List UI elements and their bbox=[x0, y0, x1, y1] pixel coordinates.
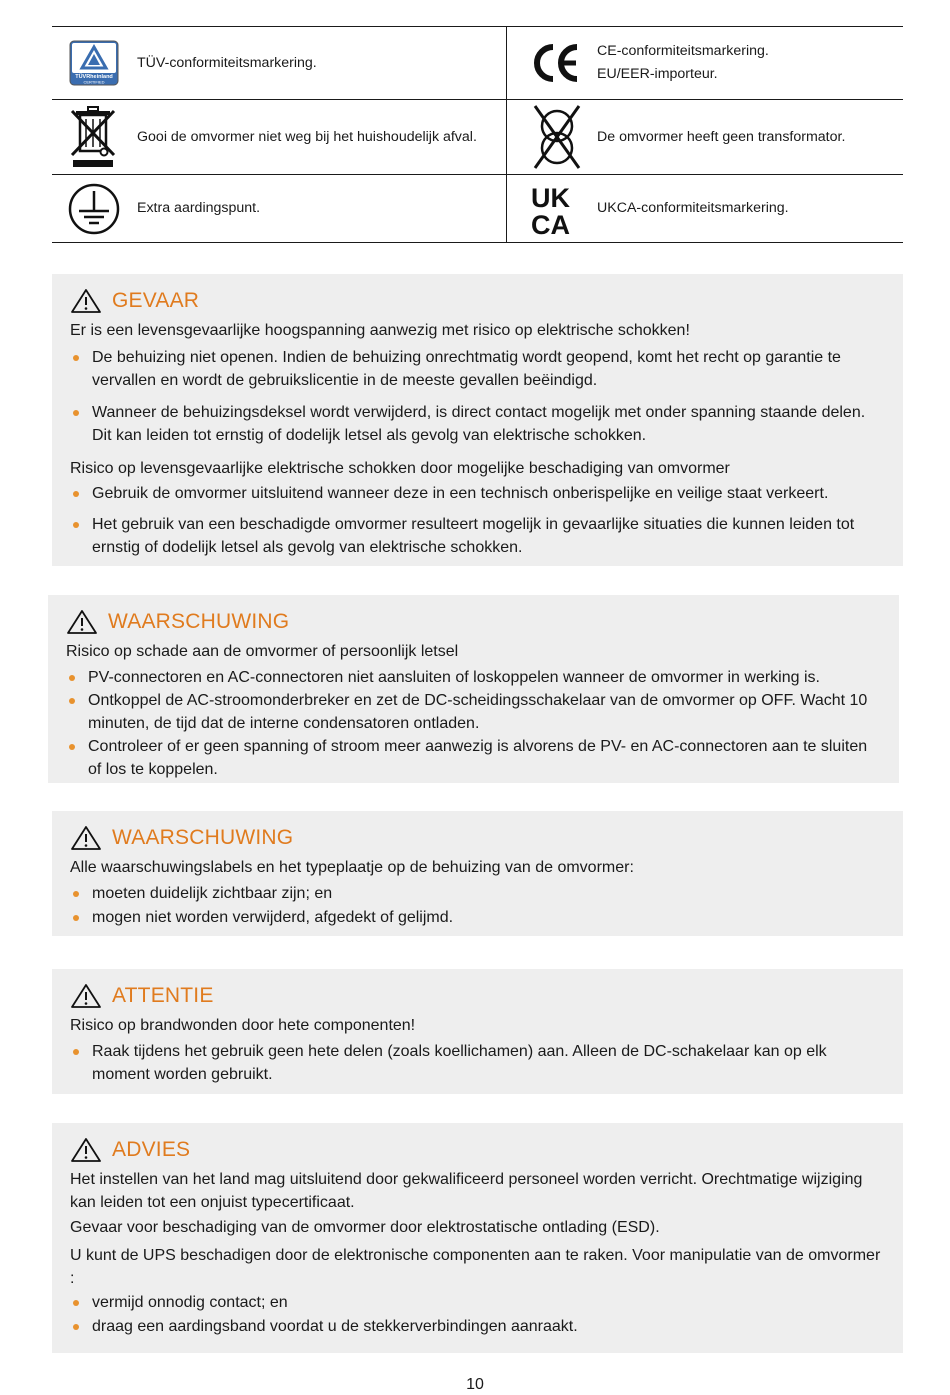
warning-notice bbox=[52, 811, 903, 936]
notice-header bbox=[70, 286, 903, 316]
bullet-list bbox=[70, 882, 903, 929]
symbol-label: TÜV-conformiteitsmarkering. bbox=[137, 54, 317, 71]
tuv-logo-subtext: CERTIFIED bbox=[83, 79, 105, 85]
symbol-row bbox=[52, 175, 903, 243]
list-item: PV-connectoren en AC-connectoren niet aansluiten of loskoppelen wanneer de omvormer in werking is. bbox=[66, 666, 876, 689]
notice-intro: Risico op levensgevaarlijke elektrische schokken door mogelijke beschadiging van omvormer bbox=[70, 460, 730, 477]
list-item: vermijd onnodig contact; en bbox=[70, 1291, 903, 1314]
notice-intro: Risico op schade aan de omvormer of persoonlijk letsel bbox=[66, 643, 459, 660]
list-item: Raak tijdens het gebruik geen hete delen (zoals koellichamen) aan. Alleen de DC-schakelaar kan op elk moment worden gebruikt. bbox=[70, 1040, 885, 1086]
notice-paragraph: Het instellen van het land mag uitsluitend door gekwalificeerd personeel worden verricht. Orechtmatige wijziging kan leiden tot een onjuist typecertificaat. bbox=[70, 1171, 863, 1211]
notice-intro: Er is een levensgevaarlijke hoogspanning aanwezig met risico op elektrische schokken! bbox=[70, 322, 690, 339]
notice-title: WAARSCHUWING bbox=[112, 826, 294, 849]
symbol-table bbox=[52, 26, 903, 243]
ukca-logo-text: CA bbox=[531, 209, 570, 235]
warning-triangle-icon bbox=[70, 1137, 102, 1163]
bullet-list bbox=[66, 666, 876, 781]
symbol-cell bbox=[52, 100, 507, 174]
symbol-label bbox=[597, 40, 769, 86]
bullet-list bbox=[70, 1291, 903, 1338]
warning-notice bbox=[48, 595, 899, 783]
danger-notice bbox=[52, 274, 903, 566]
warning-triangle-icon bbox=[70, 288, 102, 314]
notice-title: GEVAAR bbox=[112, 289, 200, 312]
notice-header bbox=[70, 981, 903, 1011]
warning-triangle-icon bbox=[70, 983, 102, 1009]
no-transformer-icon bbox=[529, 100, 585, 174]
list-item: Wanneer de behuizingsdeksel wordt verwijderd, is direct contact mogelijk met onder spanning staande delen. Dit kan leiden tot ernstig of dodelijk letsel als gevolg van elektrische schokken. bbox=[70, 401, 885, 447]
grounding-icon bbox=[64, 175, 124, 242]
bullet-list bbox=[70, 1040, 885, 1086]
caution-notice bbox=[52, 969, 903, 1094]
notice-title: ATTENTIE bbox=[112, 984, 214, 1007]
list-item: Het gebruik van een beschadigde omvormer resulteert mogelijk in gevaarlijke situaties die kunnen leiden tot ernstig of dodelijk letsel als gevolg van elektrische schokken. bbox=[70, 513, 872, 559]
bullet-list bbox=[70, 482, 900, 559]
symbol-label-line: EU/EER-importeur. bbox=[597, 66, 718, 82]
symbol-label: Extra aardingspunt. bbox=[137, 200, 261, 216]
tuv-logo-text: TÜVRheinland bbox=[75, 74, 113, 80]
list-item: mogen niet worden verwijderd, afgedekt of gelijmd. bbox=[70, 906, 903, 929]
notice-intro: Risico op brandwonden door hete componenten! bbox=[70, 1017, 416, 1034]
ukca-mark-icon bbox=[529, 175, 585, 242]
symbol-label: UKCA-conformiteitsmarkering. bbox=[597, 200, 789, 216]
ce-mark-icon bbox=[529, 27, 585, 99]
notice-title: WAARSCHUWING bbox=[108, 610, 290, 633]
notice-header bbox=[70, 823, 903, 853]
symbol-cell bbox=[507, 100, 903, 174]
symbol-cell bbox=[52, 27, 507, 99]
list-item: Gebruik de omvormer uitsluitend wanneer deze in een technisch onberispelijke en veilige staat verkeert. bbox=[70, 482, 900, 505]
crossed-bin-icon bbox=[64, 100, 124, 174]
notice-intro: Alle waarschuwingslabels en het typeplaatje op de behuizing van de omvormer: bbox=[70, 859, 634, 876]
notice-header bbox=[66, 607, 899, 637]
notice-paragraph: U kunt de UPS beschadigen door de elektronische componenten aan te raken. Voor manipulatie van de omvormer : bbox=[70, 1247, 881, 1287]
notice-header bbox=[70, 1135, 903, 1165]
symbol-cell bbox=[52, 175, 507, 242]
symbol-cell bbox=[507, 175, 903, 242]
symbol-cell bbox=[507, 27, 903, 99]
symbol-row bbox=[52, 100, 903, 175]
symbol-label: Gooi de omvormer niet weg bij het huishoudelijk afval. bbox=[137, 128, 477, 145]
symbol-label-line: CE-conformiteitsmarkering. bbox=[597, 43, 769, 59]
list-item: moeten duidelijk zichtbaar zijn; en bbox=[70, 882, 903, 905]
page-number: 10 bbox=[466, 1376, 484, 1393]
list-item: Controleer of er geen spanning of stroom meer aanwezig is alvorens de PV- en AC-connectoren aan te sluiten of los te koppelen. bbox=[66, 735, 876, 781]
tuv-certified-icon bbox=[64, 27, 124, 99]
symbol-label: De omvormer heeft geen transformator. bbox=[597, 128, 846, 145]
list-item: Ontkoppel de AC-stroomonderbreker en zet de DC-scheidingsschakelaar van de omvormer op OFF. Wacht 10 minuten, de tijd dat de interne condensatoren ontladen. bbox=[66, 689, 876, 735]
notice-title: ADVIES bbox=[112, 1138, 191, 1161]
list-item: draag een aardingsband voordat u de stekkerverbindingen aanraakt. bbox=[70, 1315, 903, 1338]
symbol-row bbox=[52, 27, 903, 100]
ukca-logo-text: UK bbox=[531, 182, 570, 213]
notice-paragraph: Gevaar voor beschadiging van de omvormer door elektrostatische ontlading (ESD). bbox=[70, 1219, 660, 1236]
list-item: De behuizing niet openen. Indien de behuizing onrechtmatig wordt geopend, komt het recht op garantie te vervallen en wordt de gebruikslicentie in de meeste gevallen beëindigd. bbox=[70, 346, 885, 392]
advice-notice bbox=[52, 1123, 903, 1353]
bullet-list bbox=[70, 346, 885, 447]
warning-triangle-icon bbox=[70, 825, 102, 851]
warning-triangle-icon bbox=[66, 609, 98, 635]
